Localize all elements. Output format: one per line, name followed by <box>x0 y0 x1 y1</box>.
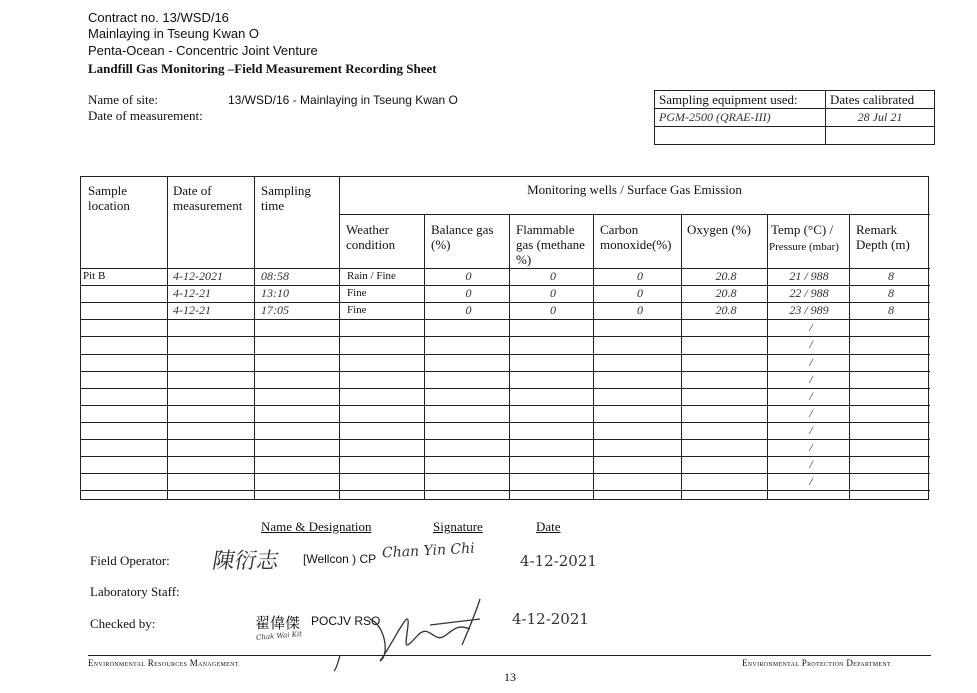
cell-temp-pressure: 23 / 989 <box>789 303 829 318</box>
blank-row-slash: / <box>809 440 813 454</box>
signoff-name-header: Name & Designation <box>261 519 372 534</box>
checked-chinese-name: 翟偉傑 <box>255 614 301 632</box>
cell-time: 13:10 <box>261 286 289 301</box>
checked-roman-name: Chak Wai Kit <box>255 630 303 642</box>
cell-date: 4-12-21 <box>173 303 211 318</box>
header-flammable-gas: Flammable gas (methane %) <box>516 222 585 267</box>
cell-location: Pit B <box>83 270 106 282</box>
field-operator-date: 4-12-2021 <box>520 552 597 570</box>
signoff-signature-header: Signature <box>433 519 483 534</box>
header-sample-location: Sample location <box>88 183 130 213</box>
contract-number: Contract no. 13/WSD/16 <box>88 10 229 25</box>
blank-row-slash: / <box>809 337 813 352</box>
cell-remark: 8 <box>888 303 894 318</box>
project-name: Mainlaying in Tseung Kwan O <box>88 26 260 41</box>
header-oxygen: Oxygen (%) <box>687 222 751 237</box>
calibration-date-value: 28 Jul 21 <box>826 109 935 127</box>
equipment-table <box>654 90 935 145</box>
cell-remark: 8 <box>888 286 894 301</box>
cell-date: 4-12-2021 <box>173 269 223 283</box>
field-operator-signature: Chan Yin Chi <box>381 540 476 562</box>
cell-co: 0 <box>637 303 643 318</box>
equipment-header: Sampling equipment used: <box>655 91 826 109</box>
cell-balance: 0 <box>465 286 472 301</box>
footer-rule <box>88 655 931 656</box>
cell-flammable: 0 <box>550 303 556 318</box>
contractor-name: Penta-Ocean - Concentric Joint Venture <box>88 43 318 58</box>
cell-date: 4-12-21 <box>173 286 211 301</box>
footer-left: Environmental Resources Management <box>88 658 239 668</box>
calibration-empty-cell <box>826 127 935 145</box>
cell-oxygen: 20.8 <box>715 269 737 283</box>
header-carbon-monoxide: Carbon monoxide(%) <box>600 222 672 252</box>
cell-flammable: 0 <box>550 269 556 283</box>
calibration-header: Dates calibrated <box>826 91 935 109</box>
header-temp: Temp (°C) / <box>771 222 834 237</box>
checked-date: 4-12-2021 <box>512 610 589 628</box>
header-sampling-time: Sampling time <box>261 183 311 213</box>
header-monitoring-group: Monitoring wells / Surface Gas Emission <box>527 182 742 197</box>
blank-row-slash: / <box>809 354 813 369</box>
checked-designation: POCJV RSO <box>311 614 381 628</box>
cell-temp-pressure: 21 / 988 <box>789 269 829 283</box>
site-name-value: 13/WSD/16 - Mainlaying in Tseung Kwan O <box>228 93 458 107</box>
signoff-date-header: Date <box>536 519 561 534</box>
blank-row-slash: / <box>809 388 813 403</box>
field-operator-designation: [Wellcon ) CP <box>303 552 377 566</box>
equipment-empty-cell <box>655 127 826 145</box>
blank-row-slash: / <box>809 405 813 420</box>
blank-row-slash: / <box>809 320 813 335</box>
header-pressure: Pressure (mbar) <box>769 241 839 253</box>
field-operator-label: Field Operator: <box>90 553 170 568</box>
cell-time: 08:58 <box>261 269 289 283</box>
checked-signature-scribble <box>330 585 505 675</box>
cell-weather: Rain / Fine <box>347 270 396 282</box>
cell-oxygen: 20.8 <box>715 286 737 301</box>
cell-weather: Fine <box>347 287 367 300</box>
equipment-value: PGM-2500 (QRAE-III) <box>655 109 826 127</box>
header-weather: Weather condition <box>346 222 396 252</box>
cell-oxygen: 20.8 <box>715 303 737 318</box>
header-date-of-measurement: Date of measurement <box>173 183 243 213</box>
cell-remark: 8 <box>888 269 894 283</box>
page-title: Landfill Gas Monitoring –Field Measurement Recording Sheet <box>88 61 437 76</box>
cell-weather: Fine <box>347 304 367 317</box>
blank-row-slash: / <box>809 474 813 489</box>
cell-co: 0 <box>637 269 643 283</box>
site-name-label: Name of site: <box>88 92 159 107</box>
cell-co: 0 <box>637 286 643 301</box>
measurement-table <box>80 176 929 500</box>
lab-staff-label: Laboratory Staff: <box>90 584 180 599</box>
cell-balance: 0 <box>465 303 472 318</box>
header-remark-depth: Remark Depth (m) <box>856 222 910 252</box>
blank-row-slash: / <box>809 422 813 437</box>
date-of-measurement-label: Date of measurement: <box>88 108 203 123</box>
blank-row-slash: / <box>809 371 813 386</box>
field-operator-chinese-name: 陳衍志 <box>210 549 281 574</box>
blank-row-slash: / <box>809 457 813 472</box>
cell-flammable: 0 <box>550 286 556 301</box>
checked-by-label: Checked by: <box>90 616 156 631</box>
cell-balance: 0 <box>465 269 472 283</box>
page-number: 13 <box>504 670 516 684</box>
header-balance-gas: Balance gas (%) <box>431 222 494 252</box>
cell-time: 17:05 <box>261 303 289 318</box>
cell-temp-pressure: 22 / 988 <box>789 286 829 301</box>
footer-right: Environmental Protection Department <box>742 658 891 668</box>
